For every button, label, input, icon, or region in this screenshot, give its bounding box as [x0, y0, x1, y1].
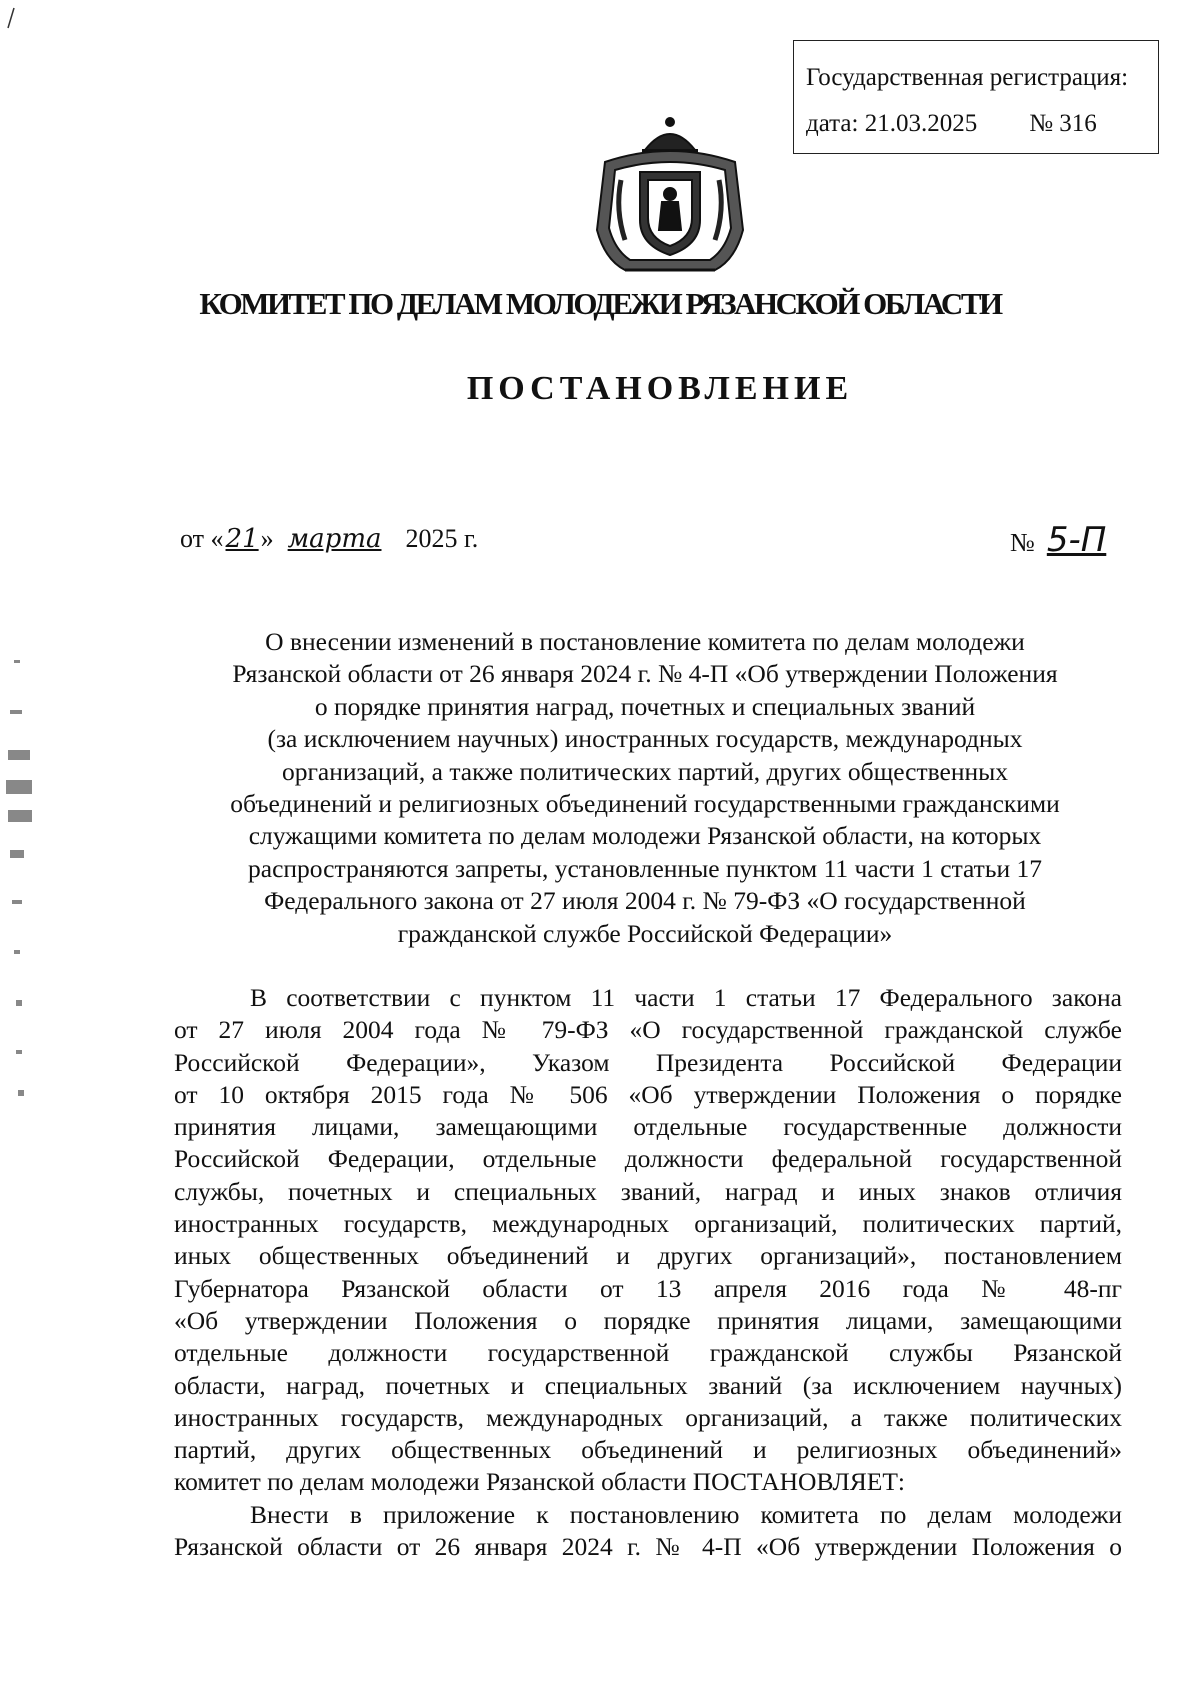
registration-details: [806, 101, 1158, 147]
body-line: Внести в приложение к постановлению комитета по делам молодежи: [250, 1499, 1122, 1529]
body-line: Российской Федерации», Указом Президента Российской Федерации: [174, 1047, 1122, 1077]
registration-date: дата: 21.03.2025: [806, 110, 978, 137]
body-line: области, наград, почетных и специальных званий (за исключением научных): [174, 1370, 1122, 1400]
date-close-quote: »: [260, 524, 274, 553]
document-number: [1010, 520, 1106, 560]
subject-line: О внесении изменений в постановление комитета по делам молодежи: [265, 627, 1025, 656]
subject-line: гражданской службе Российской Федерации»: [397, 918, 893, 948]
body-line: Губернатора Рязанской области от 13 апреля 2016 года № 48-пг: [174, 1273, 1122, 1303]
date-month: марта: [287, 524, 382, 554]
scan-mark: [4, 4, 18, 34]
committee-name: КОМИТЕТ ПО ДЕЛАМ МОЛОДЕЖИ РЯЗАНСКОЙ ОБЛАСТИ: [199, 286, 1001, 321]
date-prefix: от «: [180, 524, 224, 553]
registration-stamp: [793, 40, 1159, 154]
subject-line: объединений и религиозных объединений государственными гражданскими: [230, 789, 1060, 819]
scan-margin-marks: [4, 650, 44, 1190]
subject-line: Федерального закона от 27 июля 2004 г. № 79-ФЗ «О государственной: [264, 886, 1026, 916]
registration-number: № 316: [1029, 110, 1097, 137]
subject-line: (за исключением научных) иностранных государств, международных: [267, 724, 1023, 754]
subject-line: распространяются запреты, установленные пунктом 11 части 1 статьи 17: [248, 853, 1042, 883]
body-line: иностранных государств, международных организаций, а также политических: [174, 1402, 1122, 1432]
registration-title: Государственная регистрация:: [806, 64, 1129, 91]
body-line: принятия лицами, замещающими отдельные государственные должности: [174, 1112, 1122, 1142]
body-line: Российской Федерации, отдельные должности федеральной государственной: [174, 1144, 1122, 1174]
document-type: ПОСТАНОВЛЕНИЕ: [466, 370, 854, 407]
body-line: Рязанской области от 26 января 2024 г. № 4-П «Об утверждении Положения о: [174, 1532, 1122, 1562]
body-line: иных общественных объединений и других организаций», постановлением: [174, 1241, 1122, 1271]
subject-line: о порядке принятия наград, почетных и специальных званий: [314, 691, 976, 721]
document-number-value: 5-П: [1046, 520, 1107, 560]
body-line: от 10 октября 2015 года № 506 «Об утверждении Положения о порядке: [174, 1079, 1122, 1109]
body-line: В соответствии с пунктом 11 части 1 статьи 17 Федерального закона: [250, 983, 1122, 1012]
date-day: 21: [225, 524, 259, 554]
date-year: 2025 г.: [405, 524, 479, 553]
body-line: «Об утверждении Положения о порядке принятия лицами, замещающими: [174, 1305, 1122, 1335]
document-subject: [160, 626, 1130, 950]
body-line: службы, почетных и специальных званий, наград и иных знаков отличия: [174, 1176, 1122, 1206]
subject-line: Рязанской области от 26 января 2024 г. № 4-П «Об утверждении Положения: [232, 659, 1058, 689]
subject-line: организаций, а также политических партий, других общественных: [281, 756, 1009, 786]
body-line: отдельные должности государственной гражданской службы Рязанской: [174, 1338, 1122, 1368]
date-line: [180, 524, 478, 554]
ryazan-coat-of-arms-icon: [585, 110, 755, 280]
subject-line: служащими комитета по делам молодежи Рязанской области, на которых: [248, 821, 1042, 851]
body-line: партий, других общественных объединений и религиозных объединений»: [174, 1435, 1122, 1465]
document-body: [174, 982, 1122, 1563]
body-line: иностранных государств, международных организаций, политических партий,: [174, 1209, 1122, 1239]
body-line: комитет по делам молодежи Рязанской области ПОСТАНОВЛЯЕТ:: [174, 1467, 906, 1497]
document-number-prefix: №: [1010, 528, 1035, 557]
body-line: от 27 июля 2004 года № 79-ФЗ «О государственной гражданской службе: [174, 1015, 1122, 1045]
